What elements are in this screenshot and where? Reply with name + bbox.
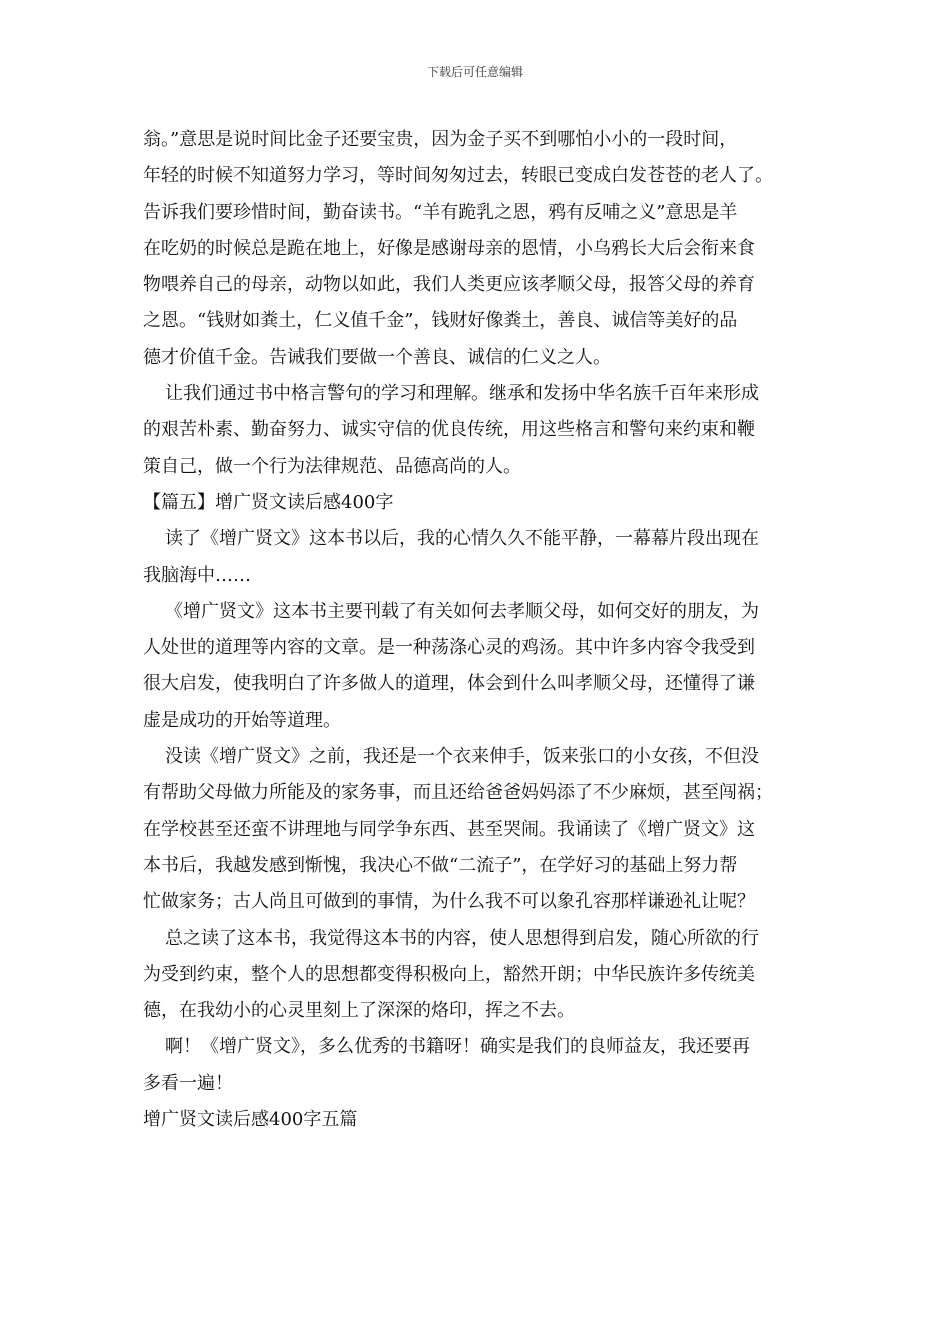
text-line: 虚是成功的开始等道理。 — [143, 709, 341, 731]
text-line: 没读《增广贤文》之前，我还是一个衣来伸手，饭来张口的小女孩，不但没 — [165, 746, 759, 768]
text-line: 忙做家务；古人尚且可做到的事情，为什么我不可以象孔容那样谦逊礼让呢？ — [143, 891, 755, 913]
document-body — [143, 122, 823, 1138]
text-line: 总之读了这本书，我觉得这本书的内容，使人思想得到启发，随心所欲的行 — [165, 927, 759, 949]
text-line: 我脑海中…… — [143, 564, 251, 586]
text-line: 让我们通过书中格言警句的学习和理解。继承和发扬中华名族千百年来形成 — [165, 383, 759, 405]
text-line: 物喂养自己的母亲，动物以如此，我们人类更应该孝顺父母，报答父母的养育 — [143, 274, 755, 296]
text-line: 人处世的道理等内容的文章。是一种荡涤心灵的鸡汤。其中许多内容令我受到 — [143, 637, 755, 659]
text-line: 在吃奶的时候总是跪在地上，好像是感谢母亲的恩情，小乌鸦长大后会衔来食 — [143, 237, 755, 259]
text-line: 增广贤文读后感400字五篇 — [143, 1109, 358, 1131]
text-line: 的艰苦朴素、勤奋努力、诚实守信的优良传统，用这些格言和警句来约束和鞭 — [143, 419, 755, 441]
text-line: 之恩。“钱财如粪土，仁义值千金”，钱财好像粪土，善良、诚信等美好的品 — [143, 310, 738, 332]
text-line: 告诉我们要珍惜时间，勤奋读书。“羊有跪乳之恩，鸦有反哺之义”意思是羊 — [143, 201, 738, 223]
text-line: 读了《增广贤文》这本书以后，我的心情久久不能平静，一幕幕片段出现在 — [165, 528, 759, 550]
text-line: 【篇五】增广贤文读后感400字 — [143, 491, 394, 513]
text-line: 策自己，做一个行为法律规范、品德高尚的人。 — [143, 455, 521, 477]
text-line: 为受到约束，整个人的思想都变得积极向上，豁然开朗；中华民族许多传统美 — [143, 963, 755, 985]
text-line: 德，在我幼小的心灵里刻上了深深的烙印，挥之不去。 — [143, 1000, 575, 1022]
text-line: 很大启发，使我明白了许多做人的道理，体会到什么叫孝顺父母，还懂得了谦 — [143, 673, 755, 695]
text-line: 翁。”意思是说时间比金子还要宝贵，因为金子买不到哪怕小小的一段时间， — [143, 129, 738, 150]
text-line: 本书后，我越发感到惭愧，我决心不做“二流子”，在学好习的基础上努力帮 — [143, 854, 738, 876]
text-line: 在学校甚至还蛮不讲理地与同学争东西、甚至哭闹。我诵读了《增广贤文》这 — [143, 818, 755, 840]
text-line: 德才价值千金。告诫我们要做一个善良、诚信的仁义之人。 — [143, 346, 611, 368]
text-line: 年轻的时候不知道努力学习，等时间匆匆过去，转眼已变成白发苍苍的老人了。 — [143, 165, 773, 187]
page-header: 下载后可任意编辑 — [426, 65, 523, 79]
text-line: 多看一遍！ — [143, 1072, 233, 1094]
text-line: 《增广贤文》这本书主要刊载了有关如何去孝顺父母，如何交好的朋友，为 — [165, 600, 759, 622]
text-line: 有帮助父母做力所能及的家务事，而且还给爸爸妈妈添了不少麻烦，甚至闯祸； — [143, 782, 773, 804]
text-line: 啊！《增广贤文》，多么优秀的书籍呀！确实是我们的良师益友，我还要再 — [165, 1036, 750, 1058]
